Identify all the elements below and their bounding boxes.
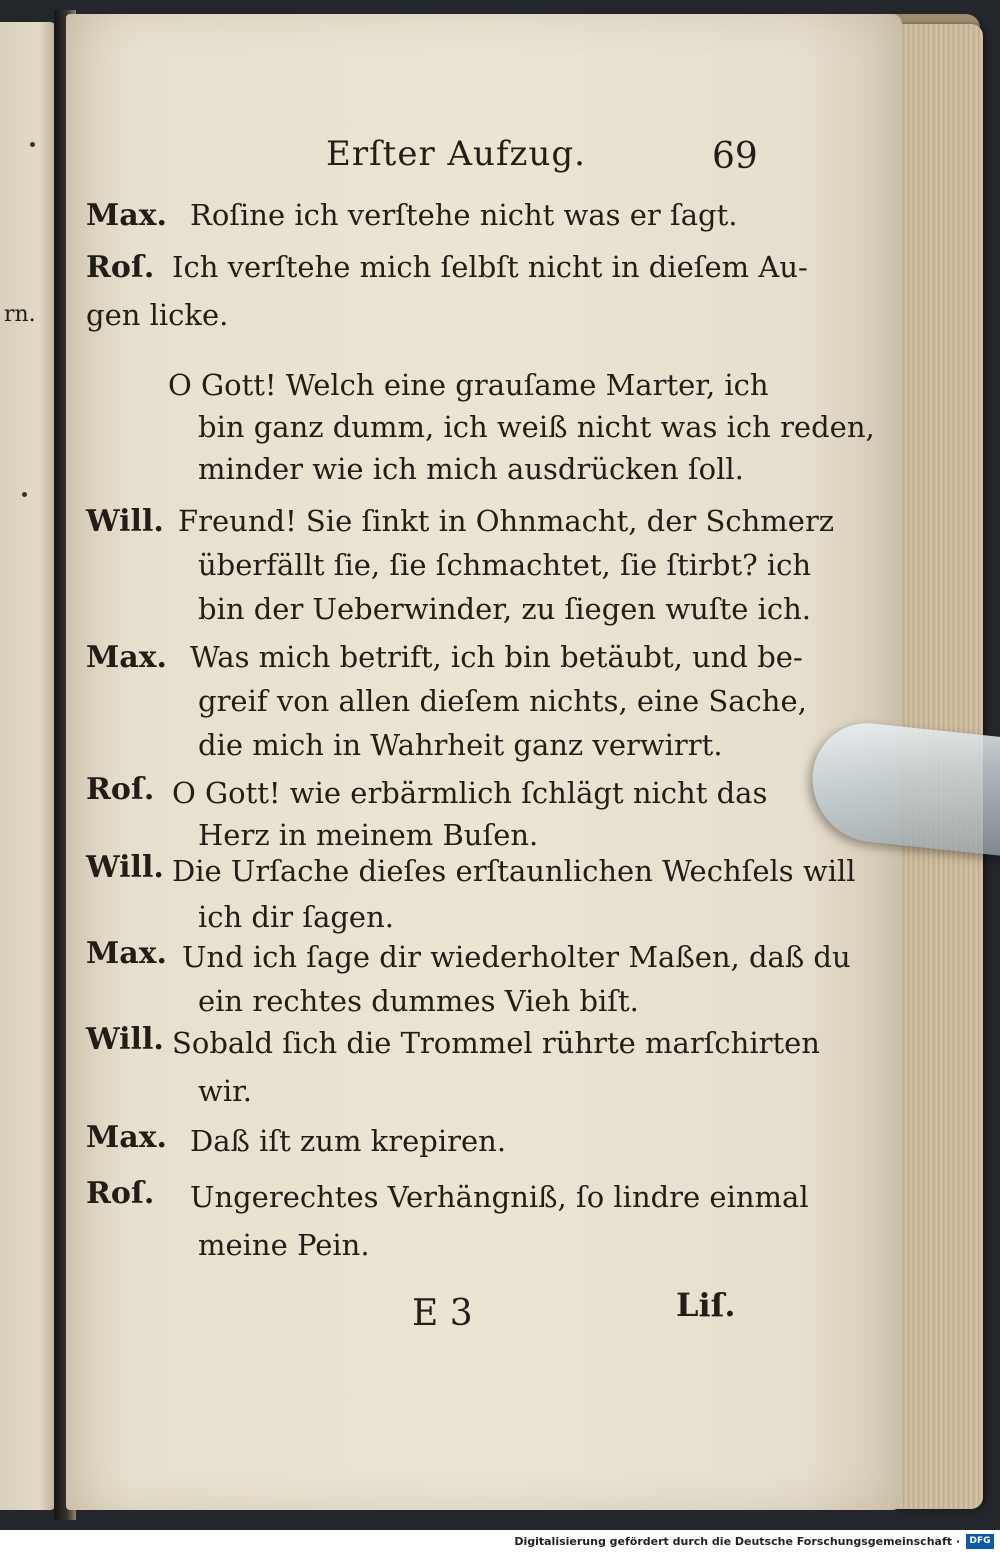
running-header: Erſter Aufzug. (326, 134, 586, 174)
speaker-label: Max. (86, 1120, 167, 1155)
speech-line: bin der Ueberwinder, zu ſiegen wuſte ich. (198, 592, 811, 626)
speech-line: Roſine ich verſtehe nicht was er ſagt. (190, 198, 738, 232)
speech-line: meine Pein. (198, 1228, 370, 1262)
speech-line: ein rechtes dummes Vieh biſt. (198, 984, 639, 1018)
speaker-label: Will. (86, 850, 164, 885)
speaker-label: Max. (86, 640, 167, 675)
speech-line: Freund! Sie ſinkt in Ohnmacht, der Schmerz (178, 504, 835, 538)
catchword: Liſ. (676, 1286, 736, 1324)
speech-line: Was mich betrift, ich bin betäubt, und be- (190, 640, 803, 674)
speech-line: Die Urſache dieſes erſtaunlichen Wechſels will (172, 854, 856, 888)
speech-line: wir. (198, 1074, 252, 1108)
speech-line: gen licke. (86, 298, 229, 332)
funding-credit: Digitalisierung gefördert durch die Deutsche Forschungsgemeinschaft · (514, 1535, 960, 1548)
speech-line: Ungerechtes Verhängniß, ſo lindre einmal (190, 1180, 809, 1214)
speech-line: die mich in Wahrheit ganz verwirrt. (198, 728, 723, 762)
speaker-label: Roſ. (86, 1176, 155, 1211)
speech-line: Daß iſt zum krepiren. (190, 1124, 507, 1158)
speech-line: Herz in meinem Buſen. (198, 818, 539, 852)
speech-line: ich dir ſagen. (198, 900, 394, 934)
speaker-label: Will. (86, 1022, 164, 1057)
facing-page-edge (0, 22, 56, 1510)
speech-line: überfällt ſie, ſie ſchmachtet, ſie ſtirbt? ich (198, 548, 812, 582)
speech-line: Und ich ſage dir wiederholter Maßen, daß du (182, 940, 851, 974)
book-page (66, 14, 902, 1510)
dfg-logo: DFG (966, 1534, 994, 1549)
speaker-label: Roſ. (86, 772, 155, 807)
speech-line: bin ganz dumm, ich weiß nicht was ich reden, (198, 410, 875, 444)
speaker-label: Max. (86, 936, 167, 971)
ink-speck (30, 142, 35, 147)
speech-line: O Gott! Welch eine grauſame Marter, ich (168, 368, 769, 402)
speech-line: minder wie ich mich ausdrücken ſoll. (198, 452, 744, 486)
page-number: 69 (712, 136, 758, 177)
facing-page-fragment: rn. (4, 302, 36, 327)
speech-line: Ich verſtehe mich ſelbſt nicht in dieſem Au- (172, 250, 808, 284)
ink-speck (22, 492, 27, 497)
speaker-label: Will. (86, 504, 164, 539)
speaker-label: Roſ. (86, 250, 155, 285)
speech-line: greif von allen dieſem nichts, eine Sache, (198, 684, 807, 718)
speech-line: Sobald ſich die Trommel rührte marſchirten (172, 1026, 820, 1060)
signature-mark: E 3 (412, 1293, 473, 1334)
speech-line: O Gott! wie erbärmlich ſchlägt nicht das (172, 776, 768, 810)
speaker-label: Max. (86, 198, 167, 233)
